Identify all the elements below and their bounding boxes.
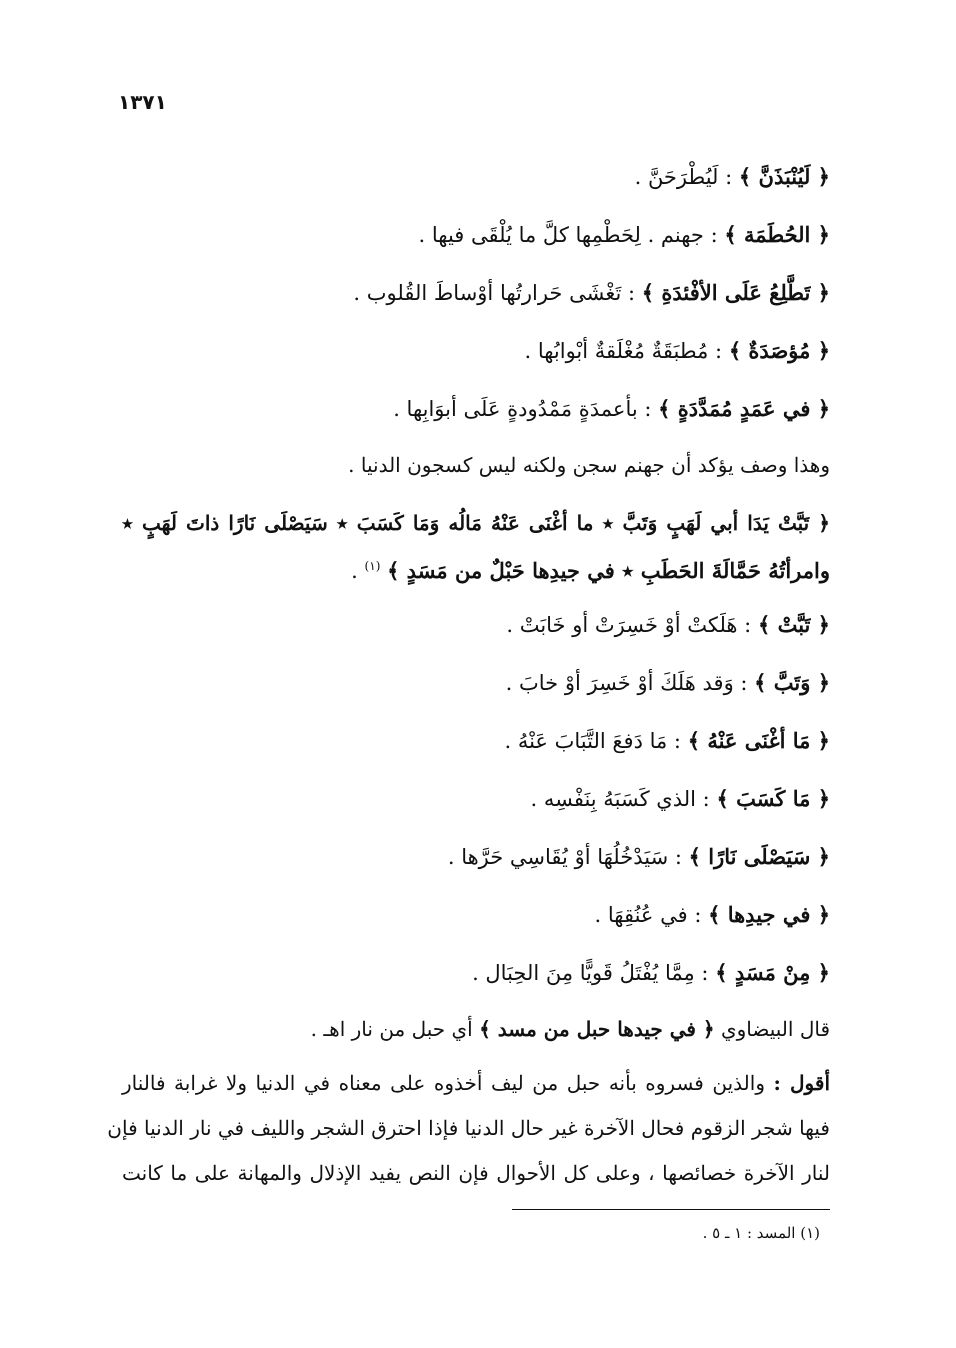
gloss-term: ﴿ مُؤصَدَةٌ ﴾ <box>728 338 830 363</box>
gloss-term: ﴿ في عَمَدٍ مُمَدَّدَةٍ ﴾ <box>658 396 830 421</box>
gloss-line <box>595 900 830 930</box>
verse-text: وامرأتُهُ حَمَّالَةَ الحَطَبِ ٭ في جيدِها حَبْلٌ من مَسَدٍ ﴾ <box>387 558 830 583</box>
gloss-line <box>504 726 830 756</box>
gloss-term: ﴿ تَطَّلِعُ عَلَى الأفْئدَةِ ﴾ <box>641 280 830 305</box>
gloss-line <box>506 610 830 640</box>
gloss-line <box>472 958 830 988</box>
gloss-term: ﴿ مَا كَسَبَ ﴾ <box>716 786 830 811</box>
gloss-meaning: : بأعمدَةٍ مَمْدُودةٍ عَلَى أبوَابِها . <box>393 397 652 421</box>
page-number: ١٣٧١ <box>118 90 167 114</box>
footnote: (١) المسد : ١ ـ ٥ . <box>702 1224 820 1242</box>
baydawi-quote: ﴿ في جيدها حبل من مسد ﴾ <box>479 1017 715 1041</box>
gloss-line <box>524 336 830 366</box>
gloss-term: ﴿ مِنْ مَسَدٍ ﴾ <box>715 960 830 985</box>
statement: وهذا وصف يؤكد أن جهنم سجن ولكنه ليس كسجون الدنيا . <box>348 453 830 477</box>
commentary-text: والذين فسروه بأنه حبل من ليف أخذوه على معناه في الدنيا ولا غرابة فالنار <box>122 1071 765 1095</box>
gloss-meaning: : مُطبَقَةٌ مُغْلَقةٌ أبْوابُها . <box>524 339 723 363</box>
verse-end: . <box>351 559 358 583</box>
gloss-term: ﴿ في جيدِها ﴾ <box>708 902 830 927</box>
baydawi-suffix: أي حبل من نار اهـ . <box>310 1017 473 1041</box>
gloss-line <box>530 784 830 814</box>
commentary-line <box>122 1068 830 1098</box>
verse-line: ﴿ تَبَّتْ يَدَا أبي لَهَبٍ وَتَبَّ ٭ ما أغْنَى عَنْهُ مَالُه وَمَا كَسَبَ ٭ سَيَصْلَى نَارًا ذاتَ لَهَبٍ ٭ <box>122 511 830 535</box>
gloss-term: ﴿ مَا أغْنَى عَنْهُ ﴾ <box>687 728 830 753</box>
gloss-meaning: : جهنم . لِحَطْمِها كلَّ ما يُلْقَى فيها . <box>418 223 718 247</box>
gloss-line <box>353 278 830 308</box>
footnote-marker: (١) <box>364 559 381 573</box>
gloss-meaning: : مِمَّا يُفْتَلُ قَويًّا مِنَ الحِبَال . <box>472 961 709 985</box>
baydawi-line <box>311 1014 830 1044</box>
gloss-term: ﴿ تَبَّتْ ﴾ <box>757 612 830 637</box>
gloss-term: ﴿ وَتَبَّ ﴾ <box>754 670 830 695</box>
commentary-line: فيها شجر الزقوم فحال الآخرة غير حال الدنيا فإذا احترق الشجر والليف في نار الدنيا فإن <box>107 1116 830 1140</box>
commentary-label: أقول : <box>773 1071 831 1095</box>
gloss-term: ﴿ لَيُنْبَذَنَّ ﴾ <box>738 164 830 189</box>
gloss-line <box>419 220 830 250</box>
gloss-line <box>393 394 830 424</box>
gloss-meaning: : تَغْشَى حَرارتُها أوْساطَ القُلوب . <box>353 281 636 305</box>
gloss-meaning: : سَيَدْخُلُهَا أوْ يُقَاسِي حَرَّها . <box>447 845 682 869</box>
gloss-meaning: : وَقد هَلَكَ أوْ خَسِرَ أوْ خابَ . <box>505 671 748 695</box>
gloss-meaning: : الذي كَسَبَهُ بِنَفْسِه . <box>530 787 710 811</box>
gloss-meaning: : لَيُطْرَحَنَّ . <box>634 165 733 189</box>
gloss-term: ﴿ الحُطَمَة ﴾ <box>724 222 830 247</box>
gloss-meaning: : هَلَكتْ أوْ خَسِرَتْ أو خَابَتْ . <box>506 613 752 637</box>
commentary-line: لنار الآخرة خصائصها ، وعلى كل الأحوال فإن النص يفيد الإذلال والمهانة على ما كانت <box>122 1161 830 1185</box>
gloss-line <box>635 162 830 192</box>
gloss-meaning: : مَا دَفعَ التَّبَابَ عَنْهُ . <box>504 729 682 753</box>
baydawi-prefix: قال البيضاوي <box>720 1017 830 1041</box>
footnote-divider <box>512 1209 830 1210</box>
gloss-term: ﴿ سَيَصْلَى نَارًا ﴾ <box>688 844 830 869</box>
gloss-meaning: : في عُنُقِهَا . <box>594 903 702 927</box>
verse-line <box>351 551 830 586</box>
gloss-line <box>448 842 830 872</box>
gloss-line <box>506 668 830 698</box>
